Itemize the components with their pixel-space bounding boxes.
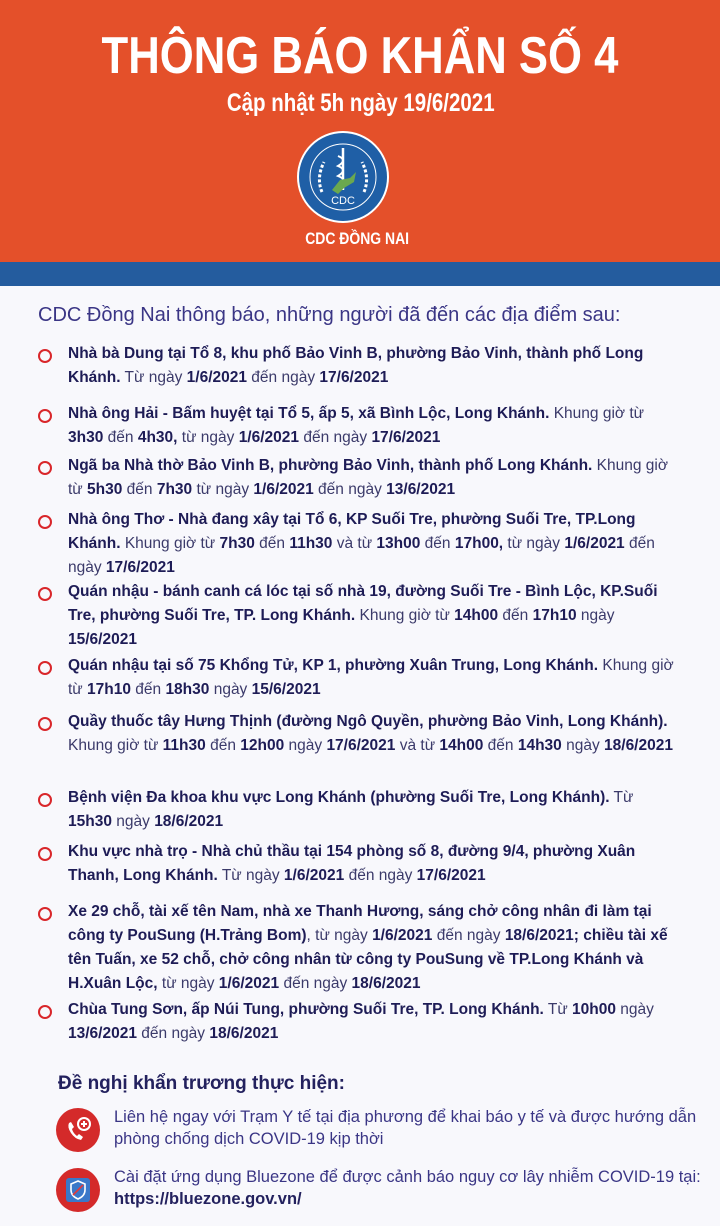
location-item: Chùa Tung Sơn, ấp Núi Tung, phường Suối Tre, TP. Long Khánh. Từ 10h00 ngày 13/6/2021 đến ngày 18/6/2021: [38, 998, 678, 1046]
update-time: Cập nhật 5h ngày 19/6/2021: [226, 89, 495, 117]
bluezone-app-icon: [56, 1168, 100, 1212]
intro-text: CDC Đồng Nai thông báo, những người đã đến các địa điểm sau:: [38, 304, 621, 326]
location-item: Xe 29 chỗ, tài xế tên Nam, nhà xe Thanh Hương, sáng chở công nhân đi làm tại công ty PouSung (H.Trảng Bom), từ ngày 1/6/2021 đến ngày 18/6/2021; chiều tài xế tên Tuấn, xe 52 chỗ, chở công nhân từ công ty PouSung về TP.Long Khánh và H.Xuân Lộc, từ ngày 1/6/2021 đến ngày 18/6/2021: [38, 900, 678, 996]
location-item: Bệnh viện Đa khoa khu vực Long Khánh (phường Suối Tre, Long Khánh). Từ 15h30 ngày 18/6/2021: [38, 786, 678, 834]
circle-bullet-icon: [38, 461, 52, 475]
circle-bullet-icon: [38, 1005, 52, 1019]
circle-bullet-icon: [38, 661, 52, 675]
circle-bullet-icon: [38, 515, 52, 529]
location-item: Quán nhậu - bánh canh cá lóc tại số nhà 19, đường Suối Tre - Bình Lộc, KP.Suối Tre, phường Suối Tre, TP. Long Khánh. Khung giờ từ 14h00 đến 17h10 ngày 15/6/2021: [38, 580, 678, 652]
location-item: Ngã ba Nhà thờ Bảo Vinh B, phường Bảo Vinh, thành phố Long Khánh. Khung giờ từ 5h30 đến 7h30 từ ngày 1/6/2021 đến ngày 13/6/2021: [38, 454, 678, 502]
action-item-bluezone: [56, 1166, 701, 1212]
location-item: Nhà ông Hải - Bấm huyệt tại Tổ 5, ấp 5, xã Bình Lộc, Long Khánh. Khung giờ từ 3h30 đến 4h30, từ ngày 1/6/2021 đến ngày 17/6/2021: [38, 402, 678, 450]
svg-text:CDC: CDC: [331, 195, 355, 207]
bluezone-link[interactable]: https://bluezone.gov.vn/: [114, 1190, 302, 1208]
location-item: Quán nhậu tại số 75 Khổng Tử, KP 1, phường Xuân Trung, Long Khánh. Khung giờ từ 17h10 đến 18h30 ngày 15/6/2021: [38, 654, 678, 702]
action-item-contact: [56, 1106, 696, 1152]
phone-medical-icon: [56, 1108, 100, 1152]
location-item: Khu vực nhà trọ - Nhà chủ thầu tại 154 phòng số 8, đường 9/4, phường Xuân Thanh, Long Khánh. Từ ngày 1/6/2021 đến ngày 17/6/2021: [38, 840, 678, 888]
action-text: Liên hệ ngay với Trạm Y tế tại địa phương để khai báo y tế và được hướng dẫn phòng chống dịch COVID-19 kịp thời: [114, 1108, 697, 1148]
location-item: Nhà bà Dung tại Tổ 8, khu phố Bảo Vinh B, phường Bảo Vinh, thành phố Long Khánh. Từ ngày 1/6/2021 đến ngày 17/6/2021: [38, 342, 678, 390]
notice-body: [0, 286, 720, 1226]
circle-bullet-icon: [38, 349, 52, 363]
circle-bullet-icon: [38, 587, 52, 601]
divider-band: [0, 262, 720, 286]
action-text: Cài đặt ứng dụng Bluezone để được cảnh báo nguy cơ lây nhiễm COVID-19 tại: https://bluezone.gov.vn/: [114, 1168, 701, 1208]
circle-bullet-icon: [38, 907, 52, 921]
page-title: THÔNG BÁO KHẨN SỐ 4: [101, 27, 619, 85]
cdc-logo-icon: [296, 130, 390, 224]
org-name: CDC ĐỒNG NAI: [305, 229, 410, 248]
circle-bullet-icon: [38, 717, 52, 731]
circle-bullet-icon: [38, 793, 52, 807]
actions-heading: Đề nghị khẩn trương thực hiện:: [58, 1073, 345, 1094]
header-banner: [0, 0, 720, 262]
circle-bullet-icon: [38, 409, 52, 423]
location-item: Nhà ông Thơ - Nhà đang xây tại Tổ 6, KP Suối Tre, phường Suối Tre, TP.Long Khánh. Khung giờ từ 7h30 đến 11h30 và từ 13h00 đến 17h00, từ ngày 1/6/2021 đến ngày 17/6/2021: [38, 508, 678, 580]
circle-bullet-icon: [38, 847, 52, 861]
location-item: Quầy thuốc tây Hưng Thịnh (đường Ngô Quyền, phường Bảo Vinh, Long Khánh). Khung giờ từ 11h30 đến 12h00 ngày 17/6/2021 và từ 14h00 đến 14h30 ngày 18/6/2021: [38, 710, 678, 758]
